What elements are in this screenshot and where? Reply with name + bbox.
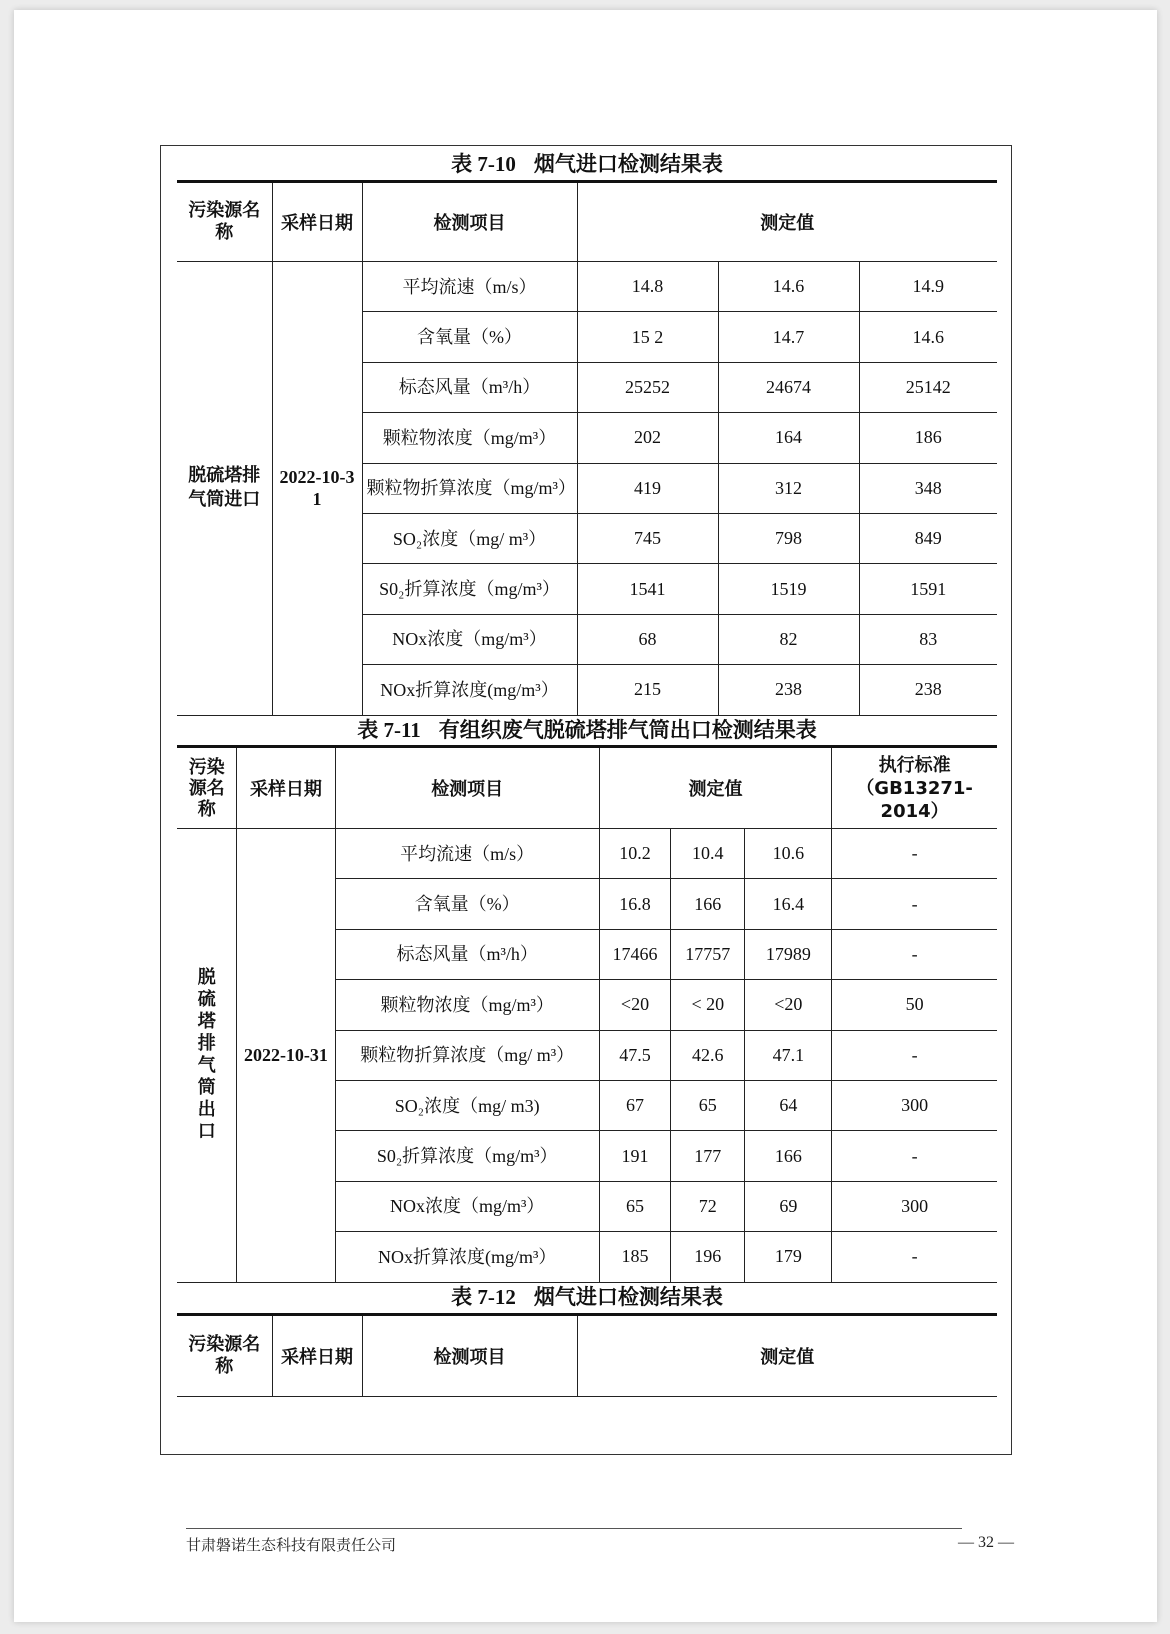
measured-value-cell: 164 [718, 413, 859, 463]
table-7-10-title [177, 150, 997, 178]
standard-limit-cell: 300 [832, 1080, 997, 1130]
test-item-cell: S0₂折算浓度（mg/m³） [362, 564, 577, 614]
table-7-11 [177, 745, 997, 1283]
standard-label: 执行标准 [878, 754, 951, 776]
table-7-12 [177, 1313, 997, 1397]
measured-value-cell: 185 [599, 1232, 670, 1282]
measured-value-cell: 17989 [745, 929, 832, 979]
measured-value-cell: 238 [718, 665, 859, 715]
measured-value-cell: 186 [859, 413, 997, 463]
measured-value-cell: 202 [577, 413, 718, 463]
table-number: 表 7-11 [357, 718, 421, 742]
measured-value-cell: <20 [745, 980, 832, 1030]
header-value: 测定值 [577, 1315, 997, 1397]
header-item: 检测项目 [362, 1315, 577, 1397]
table-row [177, 262, 997, 312]
table-7-10 [177, 180, 997, 716]
table-header-row [177, 1315, 997, 1397]
measured-value-cell: 238 [859, 665, 997, 715]
test-item-cell: SO₂浓度（mg/ m3) [335, 1080, 599, 1130]
header-standard [832, 747, 997, 829]
header-item: 检测项目 [335, 747, 599, 829]
measured-value-cell: 10.6 [745, 829, 832, 879]
measured-value-cell: < 20 [671, 980, 745, 1030]
measured-value-cell: 215 [577, 665, 718, 715]
document-page [14, 10, 1157, 1622]
standard-limit-cell: 50 [832, 980, 997, 1030]
measured-value-cell: 166 [671, 879, 745, 929]
measured-value-cell: 67 [599, 1080, 670, 1130]
measured-value-cell: 419 [577, 463, 718, 513]
standard-limit-cell: - [832, 1232, 997, 1282]
test-item-cell: NOx折算浓度(mg/m³） [362, 665, 577, 715]
table-header-row [177, 182, 997, 262]
test-item-cell: 颗粒物折算浓度（mg/m³） [362, 463, 577, 513]
measured-value-cell: 17466 [599, 929, 670, 979]
standard-limit-cell: - [832, 929, 997, 979]
header-value: 测定值 [577, 182, 997, 262]
table-number: 表 7-12 [451, 1285, 516, 1309]
measured-value-cell: 65 [671, 1080, 745, 1130]
page-content-frame [160, 145, 1012, 1455]
test-item-cell: 标态风量（m³/h） [335, 929, 599, 979]
header-source: 污染源名称 [177, 182, 272, 262]
measured-value-cell: 179 [745, 1232, 832, 1282]
measured-value-cell: 1541 [577, 564, 718, 614]
measured-value-cell: <20 [599, 980, 670, 1030]
sample-date-cell: 2022-10-31 [237, 829, 335, 1283]
measured-value-cell: 14.9 [859, 262, 997, 312]
measured-value-cell: 10.2 [599, 829, 670, 879]
standard-code: （GB13271-2014） [856, 777, 973, 822]
header-source: 污染源名称 [177, 747, 237, 829]
table-7-11-title [177, 716, 997, 744]
table-header-row [177, 747, 997, 829]
source-name-cell: 脱硫塔排气筒进口 [177, 262, 272, 716]
test-item-cell: 颗粒物浓度（mg/m³） [362, 413, 577, 463]
measured-value-cell: 64 [745, 1080, 832, 1130]
table-caption: 烟气进口检测结果表 [533, 1285, 723, 1309]
measured-value-cell: 191 [599, 1131, 670, 1181]
standard-limit-cell: - [832, 1131, 997, 1181]
measured-value-cell: 25142 [859, 362, 997, 412]
measured-value-cell: 14.7 [718, 312, 859, 362]
standard-limit-cell: 300 [832, 1181, 997, 1231]
measured-value-cell: 17757 [671, 929, 745, 979]
footer-divider [186, 1528, 962, 1529]
table-body [177, 829, 997, 1283]
measured-value-cell: 14.8 [577, 262, 718, 312]
header-date: 采样日期 [272, 1315, 362, 1397]
measured-value-cell: 312 [718, 463, 859, 513]
measured-value-cell: 14.6 [718, 262, 859, 312]
table-caption: 烟气进口检测结果表 [533, 152, 723, 176]
page-number: — 32 — [958, 1534, 1014, 1551]
test-item-cell: 平均流速（m/s） [335, 829, 599, 879]
footer-company: 甘肃磐诺生态科技有限责任公司 [186, 1536, 397, 1554]
measured-value-cell: 16.4 [745, 879, 832, 929]
header-source: 污染源名称 [177, 1315, 272, 1397]
test-item-cell: NOx浓度（mg/m³） [335, 1181, 599, 1231]
measured-value-cell: 166 [745, 1131, 832, 1181]
standard-limit-cell: - [832, 829, 997, 879]
measured-value-cell: 82 [718, 614, 859, 664]
test-item-cell: S0₂折算浓度（mg/m³） [335, 1131, 599, 1181]
table-number: 表 7-10 [451, 152, 516, 176]
standard-limit-cell: - [832, 1030, 997, 1080]
header-date: 采样日期 [237, 747, 335, 829]
header-item: 检测项目 [362, 182, 577, 262]
measured-value-cell: 177 [671, 1131, 745, 1181]
measured-value-cell: 24674 [718, 362, 859, 412]
test-item-cell: 标态风量（m³/h） [362, 362, 577, 412]
test-item-cell: 含氧量（%） [362, 312, 577, 362]
test-item-cell: 颗粒物折算浓度（mg/ m³） [335, 1030, 599, 1080]
measured-value-cell: 72 [671, 1181, 745, 1231]
source-name-cell: 脱硫塔排气筒出口 [177, 829, 237, 1283]
sample-date-cell: 2022-10-31 [272, 262, 362, 716]
measured-value-cell: 798 [718, 513, 859, 563]
measured-value-cell: 348 [859, 463, 997, 513]
measured-value-cell: 83 [859, 614, 997, 664]
measured-value-cell: 1519 [718, 564, 859, 614]
measured-value-cell: 47.5 [599, 1030, 670, 1080]
measured-value-cell: 849 [859, 513, 997, 563]
standard-limit-cell: - [832, 879, 997, 929]
test-item-cell: 含氧量（%） [335, 879, 599, 929]
test-item-cell: 颗粒物浓度（mg/m³） [335, 980, 599, 1030]
table-7-12-title [177, 1283, 997, 1311]
measured-value-cell: 47.1 [745, 1030, 832, 1080]
table-row [177, 829, 997, 879]
test-item-cell: 平均流速（m/s） [362, 262, 577, 312]
header-date: 采样日期 [272, 182, 362, 262]
test-item-cell: NOx浓度（mg/m³） [362, 614, 577, 664]
test-item-cell: NOx折算浓度(mg/m³） [335, 1232, 599, 1282]
measured-value-cell: 14.6 [859, 312, 997, 362]
measured-value-cell: 25252 [577, 362, 718, 412]
measured-value-cell: 1591 [859, 564, 997, 614]
measured-value-cell: 16.8 [599, 879, 670, 929]
measured-value-cell: 196 [671, 1232, 745, 1282]
measured-value-cell: 69 [745, 1181, 832, 1231]
measured-value-cell: 65 [599, 1181, 670, 1231]
measured-value-cell: 68 [577, 614, 718, 664]
test-item-cell: SO₂浓度（mg/ m³） [362, 513, 577, 563]
measured-value-cell: 745 [577, 513, 718, 563]
table-body [177, 262, 997, 716]
measured-value-cell: 10.4 [671, 829, 745, 879]
header-value: 测定值 [599, 747, 831, 829]
measured-value-cell: 42.6 [671, 1030, 745, 1080]
table-caption: 有组织废气脱硫塔排气筒出口检测结果表 [438, 718, 817, 742]
measured-value-cell: 15 2 [577, 312, 718, 362]
